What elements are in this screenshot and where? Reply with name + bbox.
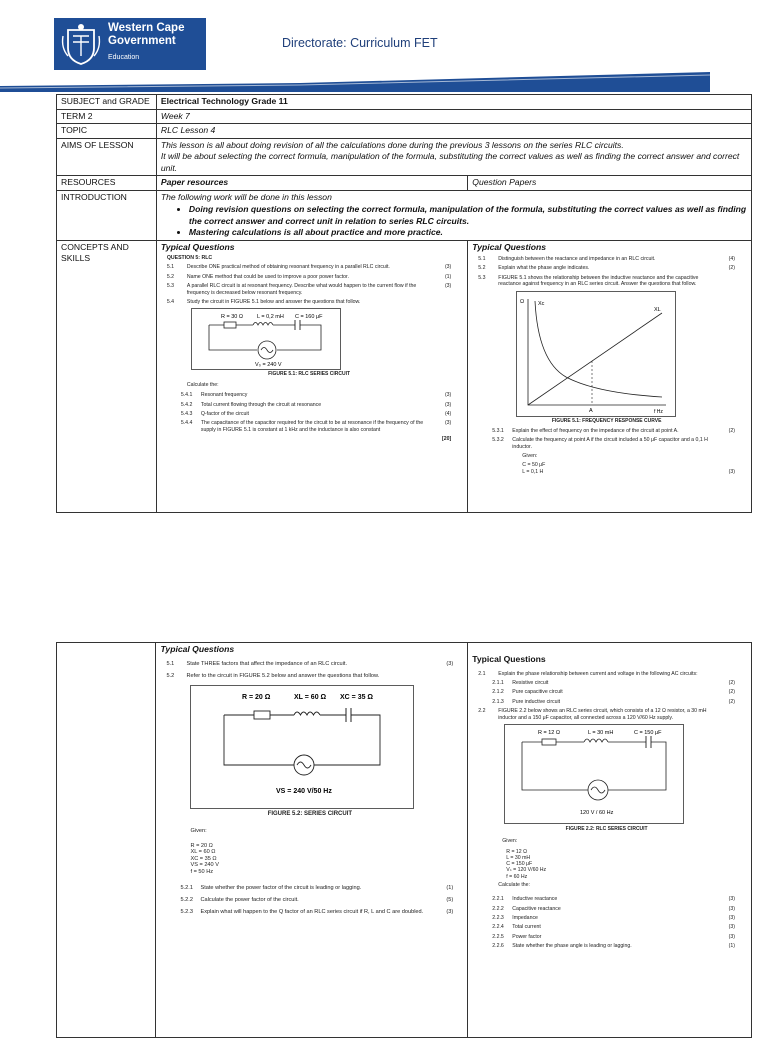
question-text: Total current flowing through the circuit at resonance [200, 401, 322, 408]
question-item [478, 265, 735, 271]
calculate-the: Calculate the: [186, 381, 219, 388]
fig-xl-label: XL = 60 Ω [294, 693, 327, 701]
given-label: Given: [502, 838, 518, 845]
question-item [478, 915, 735, 921]
subject-row [57, 95, 752, 110]
figure-caption: FIGURE 2.2: RLC SERIES CIRCUIT [565, 825, 648, 832]
question-marks: (4) [728, 256, 735, 262]
question-number: 5.4.4 [180, 420, 193, 427]
question-marks: (3) [728, 914, 735, 921]
question-marks [715, 437, 735, 450]
question-marks [715, 275, 735, 288]
term-value: Week 7 [156, 109, 751, 124]
fig-xc-label: XC = 35 Ω [340, 693, 374, 701]
resources-value: Paper resources [156, 176, 467, 191]
question-number: 5.1 [166, 264, 175, 271]
question-marks: (3) [444, 401, 452, 408]
question-text: Study the circuit in FIGURE 5.1 below and answer the questions that follow. [186, 299, 361, 306]
question-number: 5.3 [478, 274, 486, 281]
graph-xl-label: XL [654, 306, 662, 313]
question-text: FIGURE 5.1 shows the relationship between the inductive reactance and the capacitive reactance against frequency in an RLC series circuit. Answer the questions that follow. [498, 274, 699, 288]
intro-text: The following work will be done in this lesson [160, 191, 332, 202]
questions-table-continued [56, 642, 752, 1038]
question-number: 5.4.3 [180, 411, 193, 418]
question-text: Pure capacitive circuit [512, 689, 563, 696]
graph-omega-label: Ω [520, 298, 525, 305]
question-number: 5.2 [166, 672, 175, 679]
fig-l-label: L = 30 mH [588, 729, 614, 736]
question-text: Explain the effect of frequency on the impedance of the circuit at point A. [512, 428, 679, 435]
question-marks: (3) [444, 283, 452, 290]
fig-v-label: VS = 240 V/50 Hz [276, 787, 333, 795]
org-name-line2: Government [108, 35, 176, 47]
question-marks [431, 299, 451, 305]
question-marks: (2) [728, 679, 735, 686]
question-item [478, 428, 735, 434]
question-text: Explain what the phase angle indicates. [498, 265, 590, 272]
concepts-label [57, 240, 157, 512]
question-number: 5.2.2 [180, 897, 193, 904]
question-number: 5.2.1 [180, 885, 193, 892]
question-item [478, 896, 735, 902]
given-item: XC = 35 Ω [190, 855, 217, 862]
question-text: Total current [512, 924, 541, 931]
question-text: Explain the phase relationship between current and voltage in the following AC circuits: [498, 670, 698, 677]
question-marks: (2) [728, 689, 735, 696]
given-l: L = 0,1 H [522, 468, 544, 475]
intro-bullet: • Doing revision questions on selecting the correct formula, manipulation of the formula, substituting the correct values as well as finding the correct answer and correct unit in relation to series RLC circuits. [189, 204, 747, 227]
question-marks [433, 673, 453, 680]
question-number: 2.2.5 [492, 933, 504, 940]
fig-v-label: 120 V / 60 Hz [580, 809, 614, 816]
figure-2-2-circuit [504, 724, 684, 824]
question-text: Calculate the power factor of the circuit. [200, 897, 299, 904]
fig-r-label: R = 30 Ω [220, 314, 243, 321]
figure-caption: FIGURE 5.1: RLC SERIES CIRCUIT [268, 371, 351, 378]
question-marks: (1) [446, 885, 454, 892]
question-item [478, 708, 735, 721]
question-number: 5.4.2 [180, 401, 193, 408]
fig-r-label: R = 20 Ω [242, 693, 271, 701]
topic-row [57, 124, 752, 139]
intro-row [57, 190, 752, 240]
question-marks: (3) [444, 420, 452, 427]
question-item [167, 299, 451, 305]
question-marks: (2) [728, 265, 735, 272]
question-number: 2.2.1 [492, 896, 504, 903]
intro-value [156, 190, 751, 240]
figure-5-1-circuit [191, 308, 341, 370]
question-marks: (3) [728, 896, 735, 903]
intro-list [161, 204, 747, 239]
org-name [108, 22, 184, 48]
question52-block [160, 661, 463, 917]
given-block [522, 453, 735, 475]
topic-label: TOPIC [57, 124, 157, 139]
question-item [478, 934, 735, 940]
question-text: Calculate the frequency at point A if the circuit included a 50 μF capacitor and a 0,1 H inductor. [512, 437, 708, 450]
wcg-logo [54, 18, 206, 70]
question-marks [715, 708, 735, 721]
given-item: C = 150 μF [506, 861, 533, 868]
question-text: Capacitive reactance [512, 905, 561, 912]
question-item [478, 699, 735, 705]
question-item [167, 402, 451, 408]
question-item [478, 924, 735, 930]
given-item: R = 20 Ω [190, 842, 213, 849]
question-number: 2.1.2 [492, 689, 504, 696]
given-item: XL = 60 Ω [190, 849, 216, 856]
concepts-row [57, 240, 752, 512]
page-header [0, 0, 768, 90]
question-marks: (5) [446, 897, 454, 904]
question-text: Resistive circuit [512, 679, 549, 686]
org-name-line1: Western Cape [108, 22, 185, 34]
question-marks: (2) [728, 428, 735, 435]
question-number: 2.1 [478, 670, 486, 677]
term-row [57, 109, 752, 124]
question-marks: (3) [444, 392, 452, 399]
figure-5-2-circuit [190, 685, 414, 809]
question-item [167, 411, 451, 417]
lesson-plan-table [56, 94, 752, 513]
question-marks: (2) [728, 698, 735, 705]
question-text: Q-factor of the circuit [200, 411, 250, 418]
question-number: 2.1.1 [492, 679, 504, 686]
concepts-left-cell [156, 240, 467, 512]
question-number: 5.2 [478, 265, 486, 272]
question-text: Inductive reactance [512, 896, 558, 903]
given-l-row [522, 469, 735, 475]
org-sub: Education [108, 54, 140, 61]
question-item [166, 909, 453, 916]
question-item [478, 437, 735, 450]
question-text: Impedance [512, 914, 538, 921]
question-number: 2.2 [478, 708, 486, 715]
question-marks: (1) [728, 943, 735, 950]
given-list [506, 849, 735, 880]
question-marks: (3) [728, 924, 735, 931]
question-item [166, 885, 453, 892]
coat-of-arms-icon [60, 22, 102, 66]
given-c: C = 50 μF [522, 462, 546, 469]
aims-line2: It will be about selecting the correct formula, manipulation of the formula, substituting the correct values as well as finding the correct answer and correct unit. [160, 151, 740, 173]
fig-c-label: C = 150 μF [634, 729, 662, 736]
intro-label: INTRODUCTION [57, 190, 157, 240]
question-number: 2.1.3 [492, 698, 504, 705]
question-text: Refer to the circuit in FIGURE 5.2 below and answer the questions that follow. [186, 672, 380, 679]
given-item: f = 60 Hz [506, 873, 528, 880]
question-marks: (1) [444, 273, 452, 280]
directorate-title: Directorate: Curriculum FET [282, 36, 438, 50]
given-item: R = 12 Ω [506, 848, 528, 855]
typical-questions-heading: Typical Questions [160, 241, 235, 252]
mark: (3) [728, 468, 735, 475]
typical-questions-heading: Typical Questions [160, 644, 235, 654]
question5b-block [472, 256, 747, 475]
question22-block [472, 671, 747, 950]
term-label: TERM 2 [57, 109, 157, 124]
given-item: f = 50 Hz [190, 868, 214, 875]
given-item: VS = 240 V [190, 862, 219, 869]
question-text: Name ONE method that could be used to improve a poor power factor. [186, 273, 349, 280]
figure-caption: FIGURE 5.1: FREQUENCY RESPONSE CURVE [551, 417, 662, 424]
graph-fhz-label: f Hz [654, 408, 664, 415]
question-text: State whether the phase angle is leading or lagging. [512, 943, 632, 950]
questions-row [57, 643, 752, 1038]
aims-label: AIMS OF LESSON [57, 138, 157, 176]
question-item [167, 420, 451, 433]
question-number: 5.4 [166, 299, 175, 306]
aims-line1: This lesson is all about doing revision of all the calculations done during the previous 3 lessons on the series RLC circuits. [160, 139, 624, 150]
question-number: 2.2.2 [492, 905, 504, 912]
question-marks: (3) [446, 660, 454, 667]
resources-label: RESOURCES [57, 176, 157, 191]
figure-caption: FIGURE 5.2: SERIES CIRCUIT [267, 810, 353, 817]
question-text: Explain what will happen to the Q factor of an RLC series circuit if R, L and C are doubled. [200, 909, 424, 916]
question5-heading: QUESTION 5: RLC [166, 255, 213, 261]
fig-c-label: C = 160 μF [294, 314, 323, 321]
question-marks [715, 671, 735, 677]
graph-xc-label: Xc [538, 300, 545, 307]
question-text: Resonant frequency [200, 392, 248, 399]
question-marks: (3) [728, 905, 735, 912]
question-text: State whether the power factor of the circuit is leading or lagging. [200, 885, 362, 892]
given-label: Given: [190, 827, 207, 834]
concepts-label-line1: CONCEPTS AND [61, 241, 129, 252]
concepts-label-line2: SKILLS [61, 253, 91, 263]
question-marks: (3) [728, 933, 735, 940]
total-marks: [20] [442, 436, 452, 443]
aims-value [156, 138, 751, 176]
given-item: Vₛ = 120 V/60 Hz [506, 867, 547, 874]
subject-label: SUBJECT and GRADE [57, 95, 157, 110]
question-item [478, 671, 735, 677]
question-text: Distinguish between the reactance and impedance in an RLC circuit. [498, 256, 656, 262]
question-item [166, 897, 453, 904]
intro-bullet: • Mastering calculations is all about practice and more practice. [189, 227, 747, 239]
questions-right-cell [468, 643, 752, 1038]
question-text: Describe ONE practical method of obtaining resonant frequency in a parallel RLC circuit. [186, 264, 390, 271]
question-item [167, 274, 451, 280]
question-item [478, 943, 735, 949]
typical-questions-heading: Typical Questions [472, 241, 546, 252]
subject-value: Electrical Technology Grade 11 [156, 95, 751, 110]
question-number: 5.2 [166, 273, 175, 280]
question-item [166, 673, 453, 680]
fig-v-label: V₀ = 240 V [254, 362, 282, 369]
question-marks: (3) [444, 264, 452, 271]
given-item: L = 30 mH [506, 854, 531, 861]
fig-r-label: R = 12 Ω [538, 729, 561, 736]
typical-questions-heading: Typical Questions [472, 654, 546, 664]
question-number: 5.1 [478, 256, 486, 262]
question-number: 5.1 [166, 660, 175, 667]
question-number: 5.3.1 [492, 428, 504, 435]
question-item [478, 256, 735, 262]
question-text: FIGURE 2.2 below shows an RLC series circuit, which consists of a 12 Ω resistor, a 30 mH inductor and a 150 μF capacitor, all connected across a 120 V/60 Hz supply. [498, 708, 707, 721]
question-text: State THREE factors that affect the impedance of an RLC circuit. [186, 660, 348, 667]
given-list [190, 843, 453, 876]
question-item [478, 680, 735, 686]
question-number: 2.2.4 [492, 924, 504, 931]
question-number: 5.3 [166, 283, 175, 290]
concepts-right-cell [468, 240, 752, 512]
question-number: 5.4.1 [180, 392, 193, 399]
question-marks: (4) [444, 411, 452, 418]
calculate-the: Calculate the: [498, 881, 530, 888]
topic-value: RLC Lesson 4 [156, 124, 751, 139]
resources-value2: Question Papers [468, 176, 752, 191]
aims-row [57, 138, 752, 176]
graph-a-label: A [589, 407, 593, 414]
question-number: 5.3.2 [492, 437, 504, 444]
question-text: The capacitance of the capacitor required for the circuit to be at resonance if the frequency of the supply in FIGURE 5.1 is constant at 1 kHz and the inductance is also constant [200, 420, 424, 433]
question-text: Pure inductive circuit [512, 698, 561, 705]
header-band [0, 72, 768, 92]
empty-label-cell [57, 643, 156, 1038]
questions-left-cell [156, 643, 468, 1038]
question-text: A parallel RLC circuit is at resonant frequency. Describe what would happen to the current flow if the frequency is decreased below resonant frequency. [186, 283, 417, 296]
question-marks: (3) [446, 909, 454, 916]
question-item [478, 906, 735, 912]
question-item [478, 275, 735, 288]
fig-l-label: L = 0,2 mH [256, 314, 284, 321]
question-number: 2.2.3 [492, 914, 504, 921]
question-item [166, 661, 453, 668]
question-item [478, 689, 735, 695]
question-number: 5.2.3 [180, 909, 193, 916]
question-text: Power factor [512, 933, 542, 940]
figure-5-1-frequency-graph [516, 291, 676, 417]
question-number: 2.2.6 [492, 943, 504, 950]
given-label: Given: [522, 453, 538, 460]
question-item [167, 392, 451, 398]
question-item [167, 283, 451, 296]
resources-row [57, 176, 752, 191]
question-item [167, 264, 451, 270]
question5-block [161, 255, 463, 443]
